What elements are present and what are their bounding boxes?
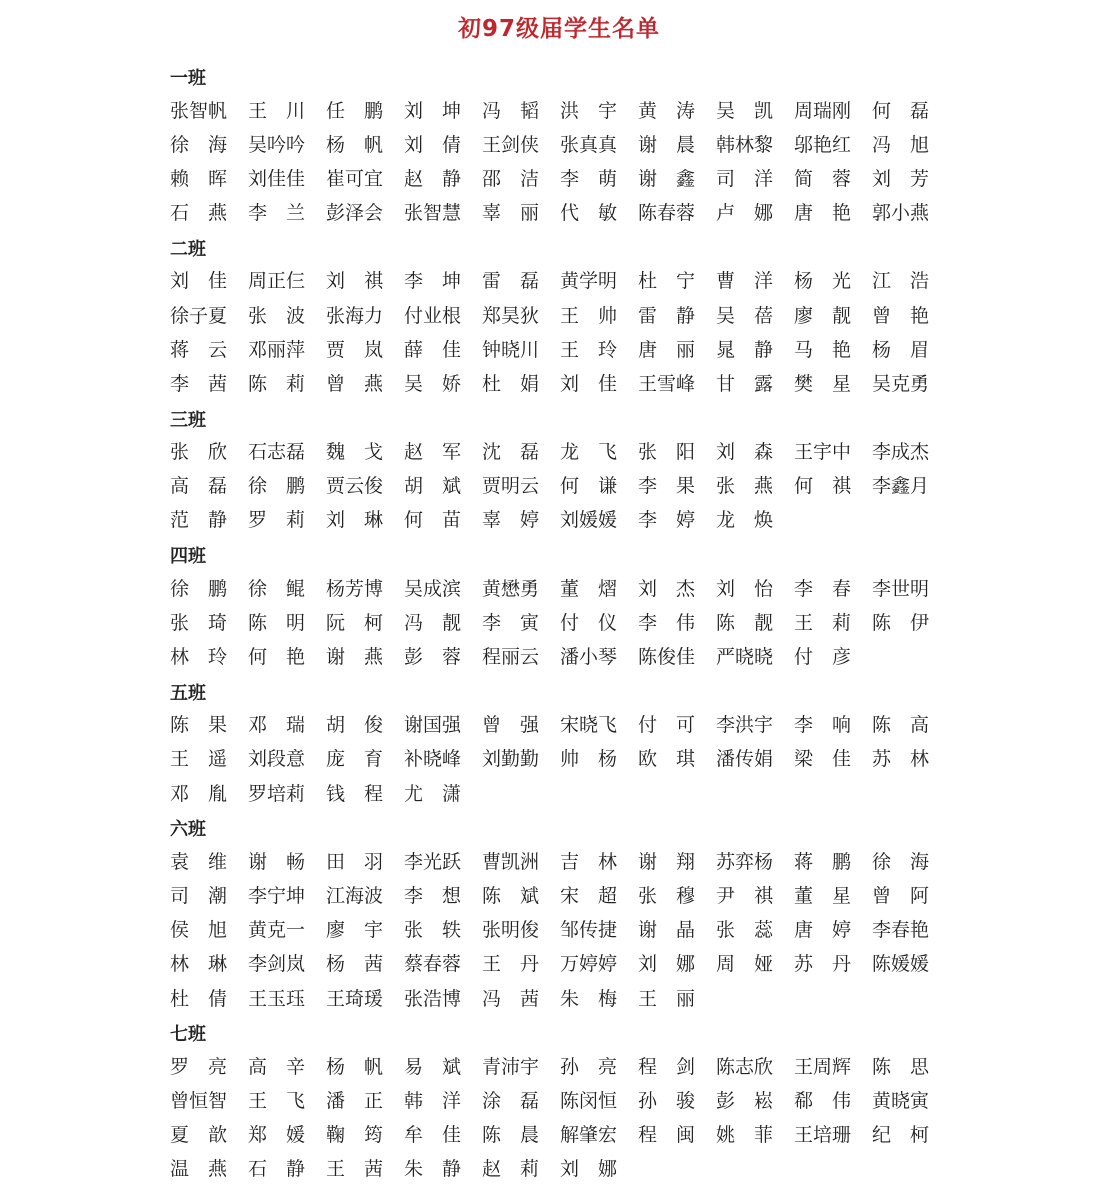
student-name: 李春艳 (872, 919, 930, 942)
name-row (170, 743, 950, 777)
name-row (170, 299, 950, 333)
student-name: 朱 梅 (560, 987, 618, 1010)
student-name: 张明俊 (482, 919, 540, 942)
student-name: 冯 韬 (482, 99, 540, 122)
student-name: 潘 正 (326, 1089, 384, 1112)
student-name: 曾 阿 (872, 884, 930, 907)
student-name: 梁 佳 (794, 748, 852, 771)
class-heading: 二班 (170, 238, 206, 260)
student-name: 邬艳红 (794, 133, 852, 156)
student-name: 张真真 (560, 133, 618, 156)
student-name: 阮 柯 (326, 611, 384, 634)
student-name: 王玉珏 (248, 987, 306, 1010)
student-name: 李 春 (794, 577, 852, 600)
student-name: 贾云俊 (326, 475, 384, 498)
student-name: 谢 晶 (638, 919, 696, 942)
student-name: 苏 丹 (794, 953, 852, 976)
class-section (170, 60, 950, 231)
student-name: 杨 眉 (872, 338, 930, 361)
student-name: 李 坤 (404, 270, 462, 293)
student-name: 陈 莉 (248, 372, 306, 395)
class-heading: 四班 (170, 546, 206, 568)
name-row (170, 640, 950, 674)
student-name: 徐 鹏 (248, 475, 306, 498)
student-name: 陈志欣 (716, 1055, 774, 1078)
student-name: 王 茜 (326, 1158, 384, 1181)
student-name: 张 波 (248, 304, 306, 327)
student-name: 周 娅 (716, 953, 774, 976)
student-name: 曾 艳 (872, 304, 930, 327)
student-name: 付 可 (638, 714, 696, 737)
student-name: 何 祺 (794, 475, 852, 498)
student-name: 刘 娜 (560, 1158, 618, 1181)
page-title: 初97级届学生名单 (457, 16, 660, 42)
student-name: 蒋 云 (170, 338, 228, 361)
student-name: 刘佳佳 (248, 167, 306, 190)
class-heading: 六班 (170, 819, 206, 841)
student-name: 杨 茜 (326, 953, 384, 976)
student-name: 张 琦 (170, 611, 228, 634)
student-name: 胡 俊 (326, 714, 384, 737)
student-name: 杨 帆 (326, 133, 384, 156)
student-name: 吴 凯 (716, 99, 774, 122)
student-name: 沈 磊 (482, 441, 540, 464)
student-name: 郑昊狄 (482, 304, 540, 327)
name-row (170, 709, 950, 743)
name-row (170, 436, 950, 470)
student-name: 邓 瑞 (248, 714, 306, 737)
student-name: 韩林黎 (716, 133, 774, 156)
name-row (170, 1153, 950, 1187)
student-name: 徐子夏 (170, 304, 228, 327)
student-name: 程丽云 (482, 646, 540, 669)
student-name: 陈 靓 (716, 611, 774, 634)
student-name: 王 川 (248, 99, 306, 122)
student-name: 吴克勇 (872, 372, 930, 395)
student-name: 徐 海 (170, 133, 228, 156)
student-name: 何 磊 (872, 99, 930, 122)
student-name: 侯 旭 (170, 919, 228, 942)
student-name: 孙 骏 (638, 1089, 696, 1112)
student-name: 刘 怡 (716, 577, 774, 600)
student-name: 石志磊 (248, 441, 306, 464)
student-name: 任 鹏 (326, 99, 384, 122)
student-name: 石 燕 (170, 202, 228, 225)
name-row (170, 606, 950, 640)
student-name: 唐 丽 (638, 338, 696, 361)
student-name: 赵 静 (404, 167, 462, 190)
student-name: 罗 莉 (248, 509, 306, 532)
student-name: 马 艳 (794, 338, 852, 361)
student-name: 冯 旭 (872, 133, 930, 156)
student-name: 王琦瑗 (326, 987, 384, 1010)
name-row (170, 1119, 950, 1153)
student-name: 赵 军 (404, 441, 462, 464)
student-name: 张 燕 (716, 475, 774, 498)
student-name: 杨 帆 (326, 1055, 384, 1078)
student-name: 潘小琴 (560, 646, 618, 669)
student-name: 吴成滨 (404, 577, 462, 600)
student-name: 辜 丽 (482, 202, 540, 225)
student-name: 张浩博 (404, 987, 462, 1010)
student-name: 钱 程 (326, 782, 384, 805)
student-name: 鞠 筠 (326, 1124, 384, 1147)
student-name: 刘媛媛 (560, 509, 618, 532)
student-name: 甘 露 (716, 372, 774, 395)
student-name: 黄学明 (560, 270, 618, 293)
student-name: 刘 芳 (872, 167, 930, 190)
student-name: 薛 佳 (404, 338, 462, 361)
student-name: 郑 媛 (248, 1124, 306, 1147)
student-name: 卢 娜 (716, 202, 774, 225)
name-row (170, 265, 950, 299)
student-name: 杨 光 (794, 270, 852, 293)
name-row (170, 162, 950, 196)
student-name: 李成杰 (872, 441, 930, 464)
student-name: 龙 飞 (560, 441, 618, 464)
student-name: 温 燕 (170, 1158, 228, 1181)
name-row (170, 94, 950, 128)
student-name: 万婷婷 (560, 953, 618, 976)
student-name: 田 羽 (326, 850, 384, 873)
name-row (170, 914, 950, 948)
name-row (170, 504, 950, 538)
student-name: 王雪峰 (638, 372, 696, 395)
student-name: 王 帅 (560, 304, 618, 327)
student-name: 高 磊 (170, 475, 228, 498)
student-name: 补晓峰 (404, 748, 462, 771)
student-name: 张智慧 (404, 202, 462, 225)
student-name: 王剑侠 (482, 133, 540, 156)
student-name: 何 艳 (248, 646, 306, 669)
student-name: 解肇宏 (560, 1124, 618, 1147)
student-name: 石 静 (248, 1158, 306, 1181)
class-heading: 五班 (170, 682, 206, 704)
student-name: 李 萌 (560, 167, 618, 190)
student-name: 潘传娟 (716, 748, 774, 771)
student-name: 李 伟 (638, 611, 696, 634)
student-name: 张 阳 (638, 441, 696, 464)
student-name: 刘 祺 (326, 270, 384, 293)
student-name: 苏弈杨 (716, 850, 774, 873)
student-name: 陈 高 (872, 714, 930, 737)
student-name: 陈 斌 (482, 884, 540, 907)
student-name: 张 欣 (170, 441, 228, 464)
student-name: 司 潮 (170, 884, 228, 907)
student-name: 杜 倩 (170, 987, 228, 1010)
student-name: 牟 佳 (404, 1124, 462, 1147)
student-name: 严晓晓 (716, 646, 774, 669)
student-name: 刘 坤 (404, 99, 462, 122)
student-name: 李 响 (794, 714, 852, 737)
student-name: 王周辉 (794, 1055, 852, 1078)
student-name: 刘 佳 (170, 270, 228, 293)
student-name: 董 星 (794, 884, 852, 907)
student-name: 邵 洁 (482, 167, 540, 190)
student-name: 蒋 鹏 (794, 850, 852, 873)
student-name: 简 蓉 (794, 167, 852, 190)
student-name: 曹 洋 (716, 270, 774, 293)
student-name: 付 彦 (794, 646, 852, 669)
student-name: 宋晓飞 (560, 714, 618, 737)
student-name: 谢 晨 (638, 133, 696, 156)
student-name: 唐 艳 (794, 202, 852, 225)
student-name: 陈 晨 (482, 1124, 540, 1147)
student-name: 陈 思 (872, 1055, 930, 1078)
student-name: 杜 宁 (638, 270, 696, 293)
student-name: 冯 靓 (404, 611, 462, 634)
student-name: 代 敏 (560, 202, 618, 225)
student-name: 刘勤勤 (482, 748, 540, 771)
student-name: 魏 戈 (326, 441, 384, 464)
student-name: 刘 琳 (326, 509, 384, 532)
class-section (170, 675, 950, 812)
student-name: 李世明 (872, 577, 930, 600)
student-name: 尤 潇 (404, 782, 462, 805)
class-heading: 三班 (170, 409, 206, 431)
student-name: 刘段意 (248, 748, 306, 771)
student-name: 王 飞 (248, 1089, 306, 1112)
student-name: 陈媛媛 (872, 953, 930, 976)
student-name: 刘 杰 (638, 577, 696, 600)
student-name: 何 苗 (404, 509, 462, 532)
student-name: 廖 靓 (794, 304, 852, 327)
student-name: 董 熠 (560, 577, 618, 600)
student-name: 朱 静 (404, 1158, 462, 1181)
student-name: 黄 涛 (638, 99, 696, 122)
student-name: 贾 岚 (326, 338, 384, 361)
student-name: 徐 鹏 (170, 577, 228, 600)
name-row (170, 197, 950, 231)
student-name: 李剑岚 (248, 953, 306, 976)
student-name: 张 穆 (638, 884, 696, 907)
student-name: 帅 杨 (560, 748, 618, 771)
name-row (170, 367, 950, 401)
class-section (170, 1016, 950, 1187)
student-name: 胡 斌 (404, 475, 462, 498)
student-name: 晁 静 (716, 338, 774, 361)
student-name: 陈俊佳 (638, 646, 696, 669)
student-name: 陈 果 (170, 714, 228, 737)
class-section (170, 811, 950, 1016)
student-name: 曹凯洲 (482, 850, 540, 873)
student-name: 李 兰 (248, 202, 306, 225)
student-name: 罗培莉 (248, 782, 306, 805)
student-name: 唐 婷 (794, 919, 852, 942)
student-name: 吉 林 (560, 850, 618, 873)
student-name: 邹传捷 (560, 919, 618, 942)
student-name: 张智帆 (170, 99, 228, 122)
student-name: 赖 晖 (170, 167, 228, 190)
student-name: 谢 燕 (326, 646, 384, 669)
name-row (170, 470, 950, 504)
student-name: 吴 娇 (404, 372, 462, 395)
student-name: 姚 菲 (716, 1124, 774, 1147)
student-name: 杨芳博 (326, 577, 384, 600)
student-name: 李洪宇 (716, 714, 774, 737)
student-name: 郭小燕 (872, 202, 930, 225)
student-name: 谢 鑫 (638, 167, 696, 190)
student-name: 钟晓川 (482, 338, 540, 361)
student-name: 雷 磊 (482, 270, 540, 293)
student-name: 樊 星 (794, 372, 852, 395)
student-name: 洪 宇 (560, 99, 618, 122)
name-row (170, 333, 950, 367)
student-name: 李 寅 (482, 611, 540, 634)
student-name: 程 剑 (638, 1055, 696, 1078)
student-name: 刘 佳 (560, 372, 618, 395)
name-row (170, 572, 950, 606)
student-name: 李 茜 (170, 372, 228, 395)
student-name: 蔡春蓉 (404, 953, 462, 976)
student-name: 范 静 (170, 509, 228, 532)
student-name: 徐 鲲 (248, 577, 306, 600)
class-section (170, 231, 950, 402)
student-name: 孙 亮 (560, 1055, 618, 1078)
student-name: 林 玲 (170, 646, 228, 669)
student-name: 黄克一 (248, 919, 306, 942)
student-name: 黄晓寅 (872, 1089, 930, 1112)
name-row (170, 1050, 950, 1084)
student-name: 刘 森 (716, 441, 774, 464)
student-name: 徐 海 (872, 850, 930, 873)
student-name: 黄懋勇 (482, 577, 540, 600)
student-name: 陈闵恒 (560, 1089, 618, 1112)
student-name: 何 谦 (560, 475, 618, 498)
student-name: 陈 明 (248, 611, 306, 634)
student-name: 陈 伊 (872, 611, 930, 634)
student-name: 青沛宇 (482, 1055, 540, 1078)
class-heading: 一班 (170, 68, 206, 89)
student-name: 付业根 (404, 304, 462, 327)
student-name: 谢 翔 (638, 850, 696, 873)
student-name: 冯 茜 (482, 987, 540, 1010)
student-name: 王培珊 (794, 1124, 852, 1147)
class-section (170, 538, 950, 675)
name-row (170, 879, 950, 913)
student-name: 辜 婷 (482, 509, 540, 532)
student-name: 曾 燕 (326, 372, 384, 395)
student-name: 吴吟吟 (248, 133, 306, 156)
student-name: 李宁坤 (248, 884, 306, 907)
student-name: 杜 娟 (482, 372, 540, 395)
student-name: 李光跃 (404, 850, 462, 873)
student-name: 李 想 (404, 884, 462, 907)
student-name: 周瑞刚 (794, 99, 852, 122)
student-name: 林 琳 (170, 953, 228, 976)
student-name: 尹 祺 (716, 884, 774, 907)
student-name: 韩 洋 (404, 1089, 462, 1112)
student-name: 苏 林 (872, 748, 930, 771)
class-section (170, 402, 950, 539)
student-name: 刘 娜 (638, 953, 696, 976)
student-name: 纪 柯 (872, 1124, 930, 1147)
student-name: 司 洋 (716, 167, 774, 190)
student-name: 彭 蓉 (404, 646, 462, 669)
student-name: 陈春蓉 (638, 202, 696, 225)
student-name: 江海波 (326, 884, 384, 907)
student-name: 曾恒智 (170, 1089, 228, 1112)
name-row (170, 1084, 950, 1118)
student-name: 张海力 (326, 304, 384, 327)
student-name: 廖 宇 (326, 919, 384, 942)
student-name: 雷 静 (638, 304, 696, 327)
student-name: 邓丽萍 (248, 338, 306, 361)
name-row (170, 777, 950, 811)
student-name: 王 玲 (560, 338, 618, 361)
student-name: 高 辛 (248, 1055, 306, 1078)
name-row (170, 845, 950, 879)
student-name: 易 斌 (404, 1055, 462, 1078)
student-name: 张 轶 (404, 919, 462, 942)
student-name: 吴 蓓 (716, 304, 774, 327)
student-name: 李鑫月 (872, 475, 930, 498)
student-name: 王 丹 (482, 953, 540, 976)
student-name: 付 仪 (560, 611, 618, 634)
student-name: 郗 伟 (794, 1089, 852, 1112)
student-name: 夏 歆 (170, 1124, 228, 1147)
student-name: 王 莉 (794, 611, 852, 634)
student-name: 彭泽会 (326, 202, 384, 225)
student-name: 王 遥 (170, 748, 228, 771)
student-name: 程 闽 (638, 1124, 696, 1147)
student-name: 邓 胤 (170, 782, 228, 805)
student-name: 王 丽 (638, 987, 696, 1010)
student-name: 龙 焕 (716, 509, 774, 532)
student-name: 欧 琪 (638, 748, 696, 771)
student-name: 贾明云 (482, 475, 540, 498)
student-name: 宋 超 (560, 884, 618, 907)
student-name: 王宇中 (794, 441, 852, 464)
name-row (170, 982, 950, 1016)
class-heading: 七班 (170, 1024, 206, 1046)
student-name: 刘 倩 (404, 133, 462, 156)
student-name: 彭 崧 (716, 1089, 774, 1112)
student-name: 江 浩 (872, 270, 930, 293)
student-name: 袁 维 (170, 850, 228, 873)
student-name: 张 蕊 (716, 919, 774, 942)
student-name: 周正仨 (248, 270, 306, 293)
student-name: 李 果 (638, 475, 696, 498)
student-name: 李 婷 (638, 509, 696, 532)
student-name: 赵 莉 (482, 1158, 540, 1181)
name-row (170, 948, 950, 982)
student-name: 罗 亮 (170, 1055, 228, 1078)
student-name: 曾 强 (482, 714, 540, 737)
student-roster (170, 60, 950, 1187)
student-name: 涂 磊 (482, 1089, 540, 1112)
student-name: 庞 育 (326, 748, 384, 771)
student-name: 谢 畅 (248, 850, 306, 873)
student-name: 崔可宜 (326, 167, 384, 190)
student-name: 谢国强 (404, 714, 462, 737)
name-row (170, 128, 950, 162)
